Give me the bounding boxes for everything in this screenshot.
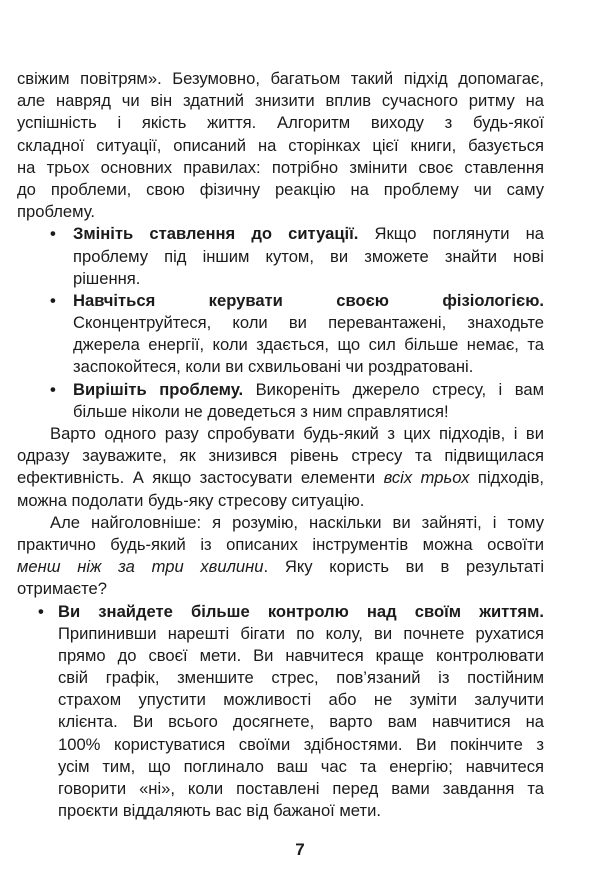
bullet-item bbox=[17, 601, 544, 823]
text-segment: прямо до своєї мети. Ви навчитеся краще контролювати bbox=[58, 645, 544, 665]
text-line bbox=[73, 379, 544, 401]
text-segment: проблему. bbox=[17, 202, 95, 222]
text-line bbox=[58, 667, 544, 689]
text-segment: заспокойтеся, коли ви схвильовані чи роздратовані. bbox=[73, 357, 474, 377]
text-segment: можна подолати будь-яку стресову ситуацію. bbox=[17, 490, 365, 510]
italic-text: менш ніж за три хвилини bbox=[17, 557, 264, 577]
text-segment: . Яку користь ви в результаті bbox=[263, 557, 545, 577]
text-segment: Але найголовніше: я розумію, наскільки ви зайняті, і тому bbox=[50, 512, 544, 532]
text-segment: клієнта. Ви всього досягнете, варто вам навчитися на bbox=[58, 712, 544, 732]
bullet-icon: • bbox=[50, 224, 56, 244]
text-segment: проєкти віддаляють вас від бажаної мети. bbox=[58, 801, 381, 821]
text-segment: свіжим повітрям». Безумовно, багатьом такий підхід допомагає, bbox=[17, 69, 544, 88]
text-line bbox=[17, 445, 544, 467]
text-segment: більше ніколи не доведеться з ним справлятися! bbox=[73, 401, 449, 421]
text-line bbox=[73, 246, 544, 268]
text-segment: проблему під іншим кутом, ви зможете знайти нові bbox=[73, 246, 544, 266]
text-line bbox=[17, 112, 544, 134]
text-line bbox=[17, 157, 544, 179]
bullet-item bbox=[17, 223, 544, 290]
text-segment: свій графік, зменшите стрес, пов’язаний із постійним bbox=[58, 668, 544, 688]
text-segment: Варто одного разу спробувати будь-який з цих підходів, і ви bbox=[50, 424, 544, 443]
bullet-icon: • bbox=[38, 601, 44, 621]
text-segment: Сконцентруйтеся, коли ви перевантажені, знаходьте bbox=[73, 313, 544, 333]
page-number: 7 bbox=[295, 840, 305, 859]
text-segment: на трьох основних правилах: потрібно змінити своє ставлення bbox=[17, 157, 544, 177]
text-segment: успішність і якість життя. Алгоритм виходу з будь-якої bbox=[17, 113, 544, 133]
text-line bbox=[17, 423, 544, 445]
text-segment: складної ситуації, описаний на сторінках цієї книги, базується bbox=[17, 135, 544, 155]
text-line bbox=[17, 556, 544, 578]
text-line bbox=[17, 135, 544, 157]
text-segment: страхом упустити можливості або не зуміти залучити bbox=[58, 690, 544, 710]
bullet-icon: • bbox=[50, 379, 56, 399]
text-line bbox=[17, 68, 544, 90]
text-segment: отримаєте? bbox=[17, 579, 107, 599]
bold-text: Навчіться керувати своєю фізіологією. bbox=[73, 290, 544, 310]
text-line bbox=[73, 401, 544, 423]
text-line bbox=[58, 711, 544, 733]
bullet-icon: • bbox=[50, 290, 56, 310]
text-line bbox=[58, 623, 544, 645]
text-line bbox=[17, 467, 544, 489]
text-line bbox=[17, 512, 544, 534]
text-line bbox=[58, 756, 544, 778]
text-line bbox=[17, 490, 544, 512]
paragraph bbox=[17, 423, 544, 512]
text-line bbox=[17, 179, 544, 201]
text-line bbox=[73, 334, 544, 356]
paragraph bbox=[17, 68, 544, 223]
text-line bbox=[17, 201, 544, 223]
text-segment: Якщо поглянути на bbox=[358, 224, 545, 244]
bullet-item bbox=[17, 290, 544, 379]
text-line bbox=[58, 601, 544, 623]
text-segment: говорити «ні», коли поставлені перед вами завдання та bbox=[58, 779, 544, 798]
text-line bbox=[58, 645, 544, 667]
text-line bbox=[58, 734, 544, 756]
text-segment: практично будь-який із описаних інструментів можна освоїти bbox=[17, 534, 544, 554]
text-line bbox=[17, 578, 544, 600]
page-text bbox=[17, 68, 544, 822]
text-line bbox=[73, 356, 544, 378]
bold-text: Змініть ставлення до ситуації. bbox=[73, 224, 359, 244]
text-line bbox=[58, 800, 544, 822]
text-segment: ефективність. А якщо застосувати елементи bbox=[17, 468, 384, 488]
text-segment: джерела енергії, коли здається, що сил більше немає, та bbox=[73, 335, 544, 355]
text-line bbox=[73, 223, 544, 245]
bullet-item bbox=[17, 379, 544, 423]
paragraph bbox=[17, 512, 544, 601]
text-segment: рішення. bbox=[73, 268, 141, 288]
bold-text: Ви знайдете більше контролю над своїм життям. bbox=[58, 601, 544, 621]
text-line bbox=[17, 90, 544, 112]
text-line bbox=[58, 689, 544, 711]
text-line bbox=[73, 290, 544, 312]
text-line bbox=[58, 778, 544, 800]
text-line bbox=[73, 312, 544, 334]
text-segment: Припинивши нарешті бігати по колу, ви почнете рухатися bbox=[58, 623, 544, 643]
italic-text: всіх трьох bbox=[383, 468, 470, 488]
text-segment: Викореніть джерело стресу, і вам bbox=[243, 379, 544, 399]
bold-text: Вирішіть проблему. bbox=[73, 379, 244, 399]
text-segment: підходів, bbox=[469, 468, 544, 488]
text-segment: одразу зауважите, як знизився рівень стресу та підвищилася bbox=[17, 446, 544, 466]
text-segment: усім тим, що поглинало ваш час та енергію; навчитеся bbox=[58, 756, 544, 776]
text-segment: до проблеми, свою фізичну реакцію на проблему чи саму bbox=[17, 179, 544, 199]
text-segment: але навряд чи він здатний знизити вплив сучасного ритму на bbox=[17, 91, 544, 111]
text-segment: 100% користуватися своїми здібностями. Ви покінчите з bbox=[58, 734, 544, 754]
text-line bbox=[73, 268, 544, 290]
text-line bbox=[17, 534, 544, 556]
